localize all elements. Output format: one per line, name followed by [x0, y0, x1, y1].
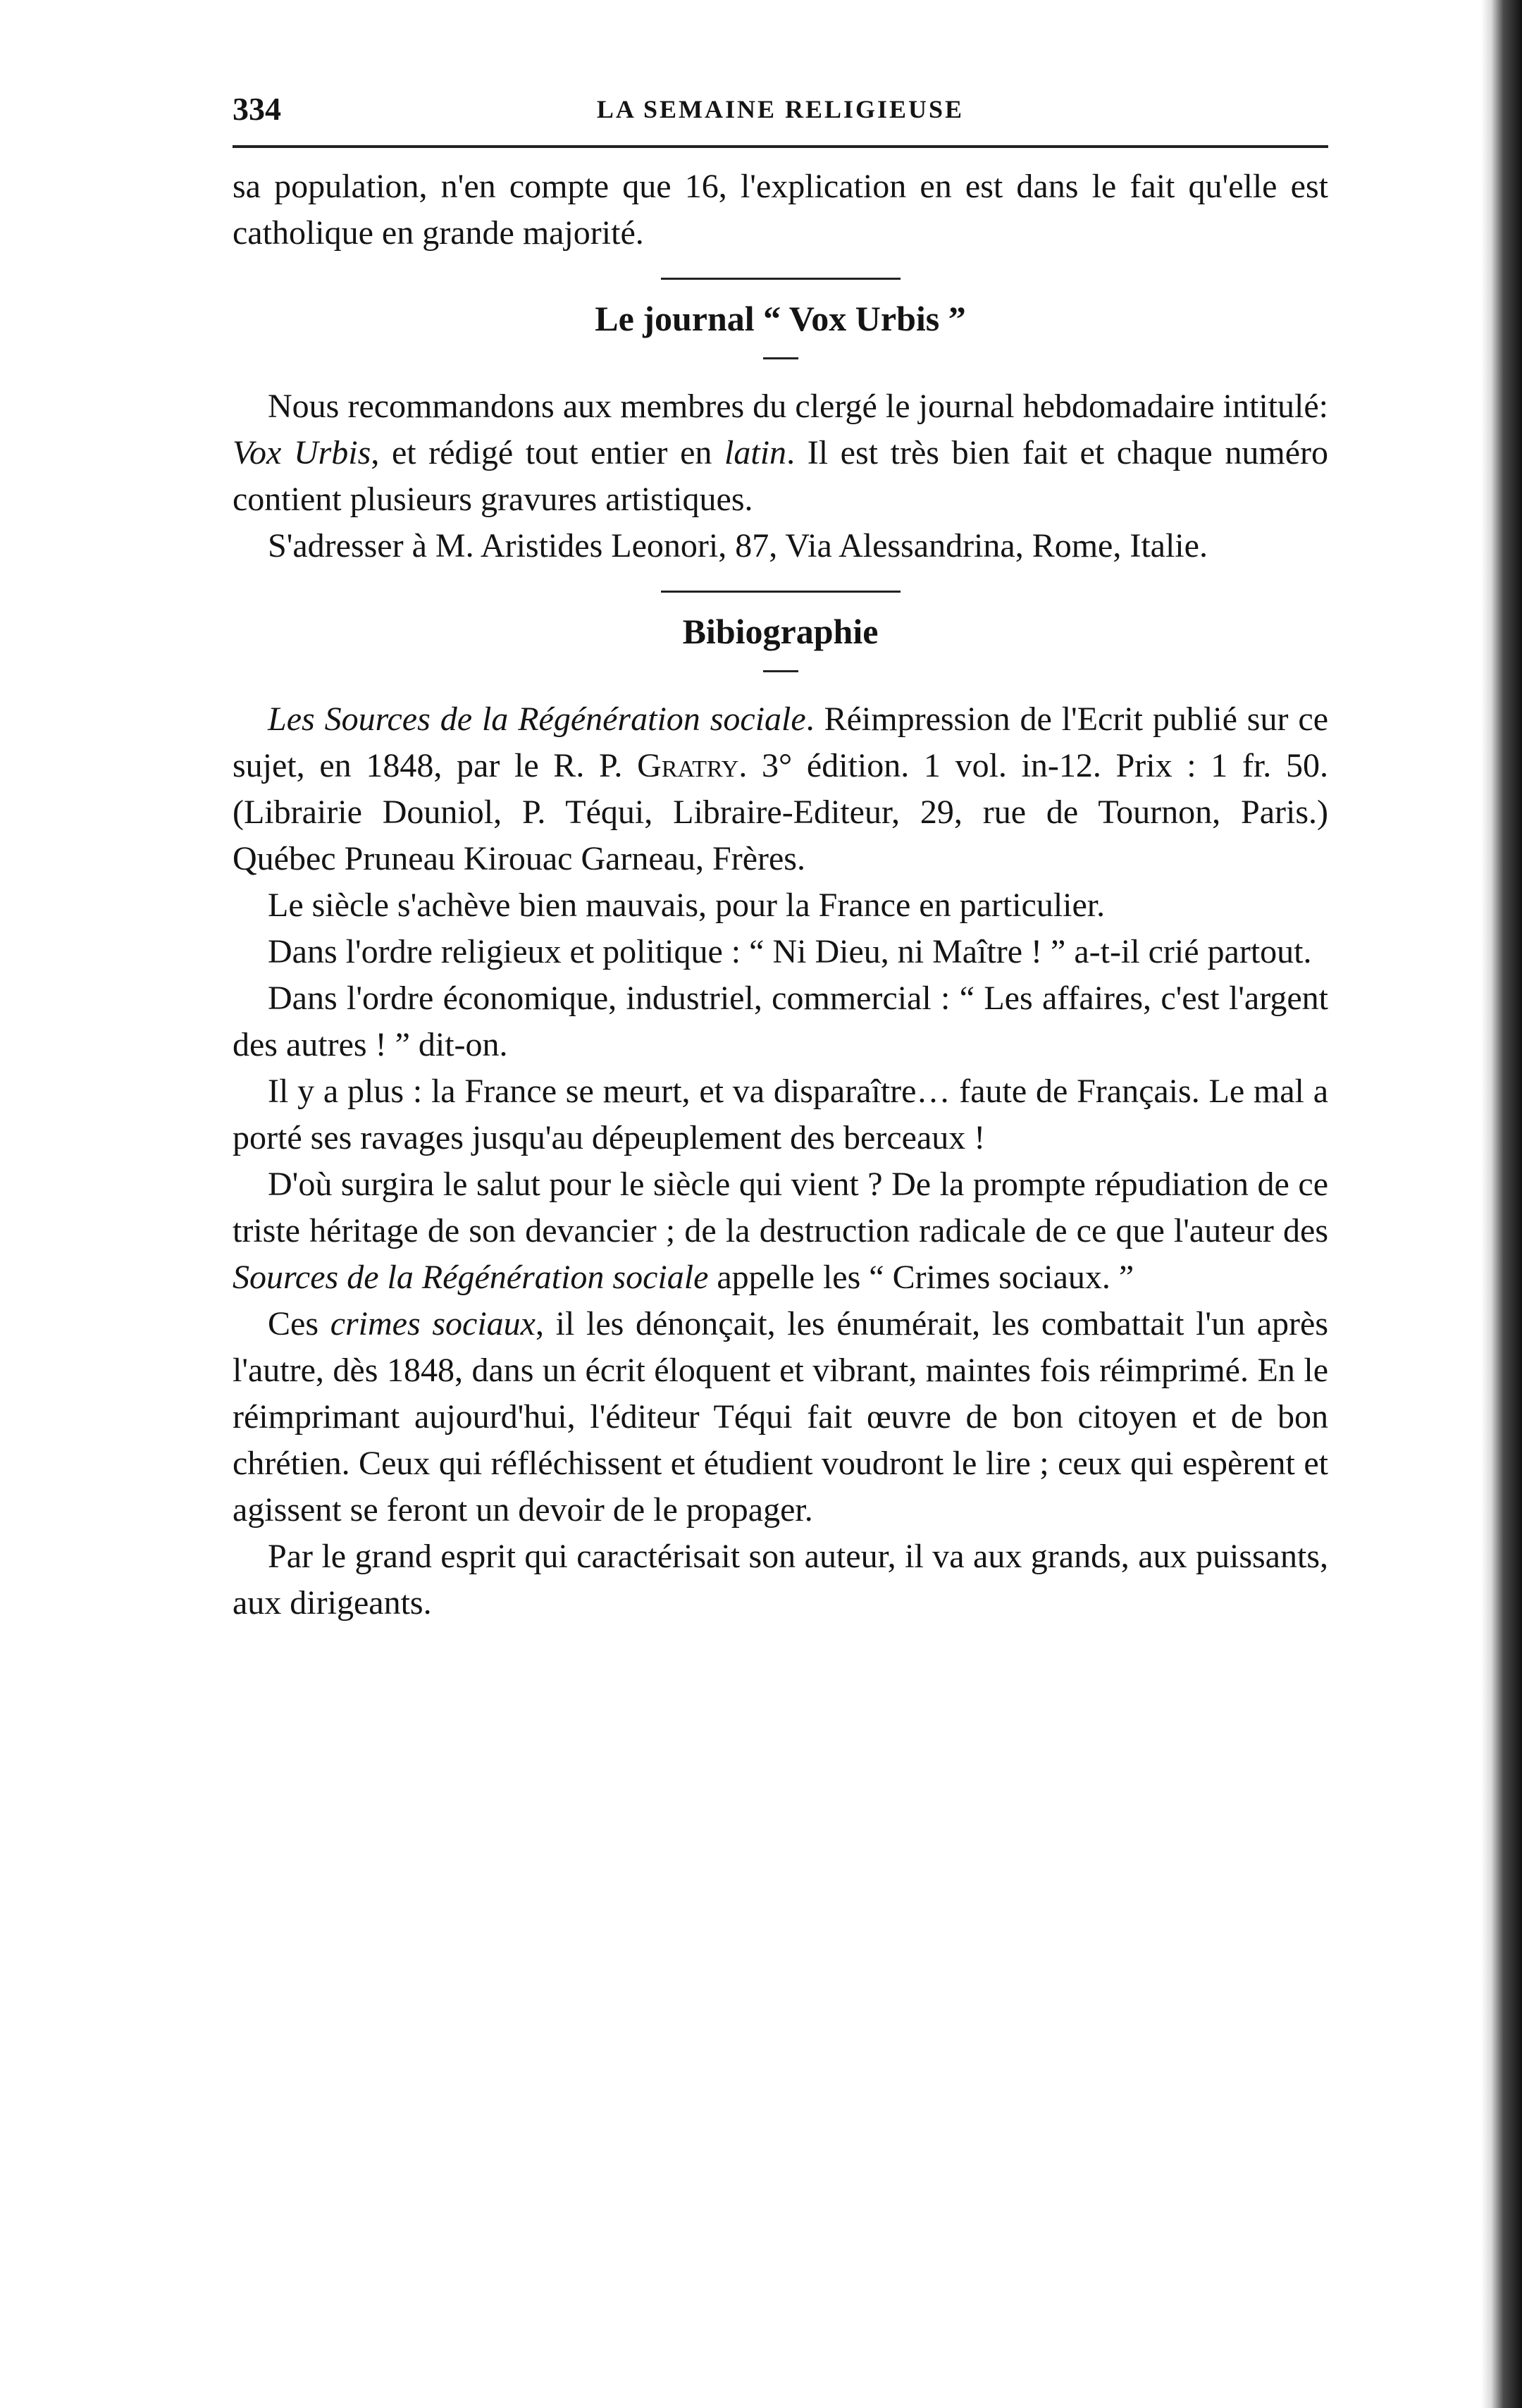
running-title: LA SEMAINE RELIGIEUSE [596, 95, 965, 123]
page-header [233, 90, 1328, 140]
page-number: 334 [233, 91, 281, 127]
address-paragraph: S'adresser à M. Aristides Leonori, 87, Via Alessandrina, Rome, Italie. [268, 527, 1208, 564]
section-divider [661, 278, 901, 280]
review-paragraph: Ces crimes sociaux, il les dénonçait, les énumérait, les combattait l'un après l'autre, dès 1848, dans un écrit éloquent et vibrant, maintes fois réimprimé. En le réimprimant aujourd'hui, l'éditeur Téqui fait œuvre de bon citoyen et de bon chrétien. Ceux qui réfléchissent et étudient voudront le lire ; ceux qui espèrent et agissent se feront un devoir de le propager. [233, 1305, 1329, 1529]
review-paragraph: Par le grand esprit qui caractérisait son auteur, il va aux grands, aux puissants, aux dirigeants. [233, 1538, 1328, 1622]
vox-urbis-paragraph: Nous recommandons aux membres du clergé le journal hebdomadaire intitulé: Vox Urbis, et rédigé tout entier en latin. Il est très bien fait et chaque numéro contient plusieurs gravures artistiques. [233, 388, 1328, 518]
section-title-vox-urbis: Le journal “ Vox Urbis ” [595, 299, 966, 338]
review-paragraph: Le siècle s'achève bien mauvais, pour la France en particulier. [268, 887, 1106, 924]
book-title-reference: Sources de la Régénération sociale [233, 1259, 709, 1296]
continuation-paragraph: sa population, n'en compte que 16, l'explication en est dans le fait qu'elle est catholique en grande majorité. [233, 168, 1328, 252]
section-title-bibliographie: Bibiographie [682, 612, 879, 651]
body-text [233, 163, 1328, 1626]
book-title: Les Sources de la Régénération sociale [268, 700, 806, 738]
emphasis-crimes-sociaux: crimes sociaux [330, 1305, 536, 1342]
book-author: Gratry [637, 747, 739, 784]
book-entry-paragraph: Les Sources de la Régénération sociale. Réimpression de l'Ecrit publié sur ce sujet, en 1848, par le R. P. Gratry. 3° édition. 1 vol. in-12. Prix : 1 fr. 50. (Librairie Douniol, P. Téqui, Libraire-Editeur, 29, rue de Tournon, Paris.) Québec Pruneau Kirouac Garneau, Frères. [233, 700, 1328, 877]
section-divider [661, 591, 901, 593]
scan-edge [1481, 0, 1522, 2408]
title-dash [763, 670, 798, 672]
language-word: latin [724, 434, 787, 471]
journal-name: Vox Urbis [233, 434, 371, 471]
title-dash [763, 357, 798, 359]
review-paragraph: Dans l'ordre religieux et politique : “ Ni Dieu, ni Maître ! ” a-t-il crié partout. [268, 933, 1312, 970]
review-paragraph: Il y a plus : la France se meurt, et va disparaître… faute de Français. Le mal a porté ses ravages jusqu'au dépeuplement des berceaux ! [233, 1073, 1328, 1156]
review-paragraph: D'où surgira le salut pour le siècle qui vient ? De la prompte répudiation de ce triste héritage de son devancier ; de la destruction radicale de ce que l'auteur des Sources de la Régénération sociale appelle les “ Crimes sociaux. ” [233, 1166, 1328, 1296]
header-rule [233, 145, 1328, 148]
review-paragraph: Dans l'ordre économique, industriel, commercial : “ Les affaires, c'est l'argent des autres ! ” dit-on. [233, 980, 1328, 1063]
